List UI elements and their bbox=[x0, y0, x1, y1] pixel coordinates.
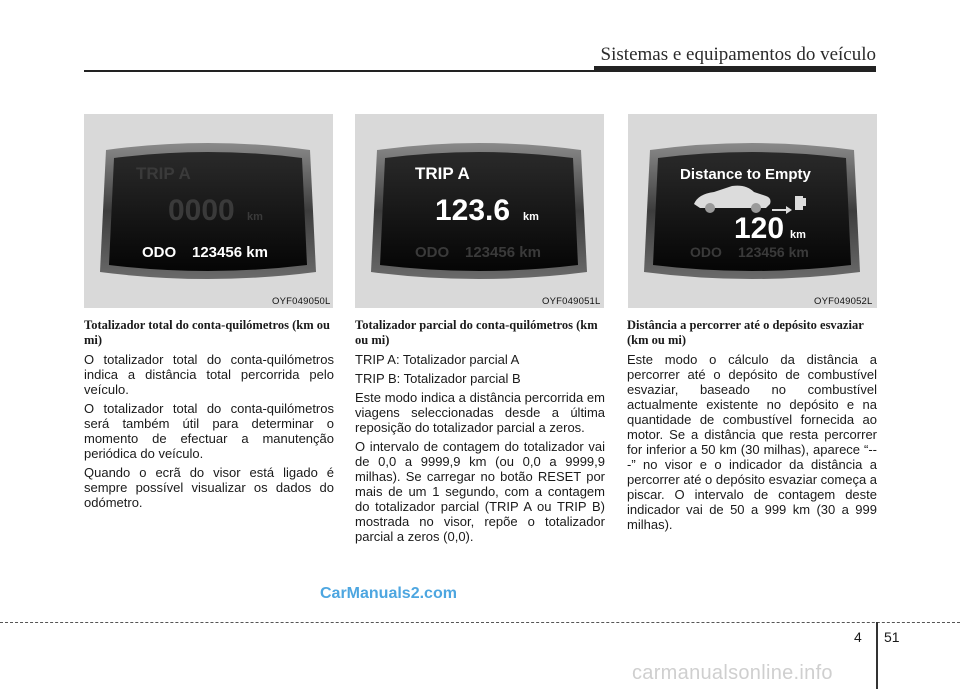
paragraph: O totalizador total do conta-quilómetros será também útil para determinar o momento de efectuar a manutenção periódica do veículo. bbox=[84, 401, 334, 461]
odo-value: 123456 km bbox=[465, 244, 541, 261]
column-odometer bbox=[84, 318, 334, 514]
paragraph: Quando o ecrã do visor está ligado é sempre possível visualizar os dados do odómetro. bbox=[84, 465, 334, 510]
column-trip-meter bbox=[355, 318, 605, 548]
figure-code: OYF049052L bbox=[814, 296, 873, 307]
odo-label: ODO bbox=[142, 244, 177, 261]
odo-value: 123456 km bbox=[738, 244, 809, 260]
odo-value: 123456 km bbox=[192, 244, 268, 261]
paragraph: O totalizador total do conta-quilómetros indica a distância total percorrida pelo veículo. bbox=[84, 352, 334, 397]
chapter-number: 4 bbox=[854, 629, 862, 645]
trip-unit: km bbox=[523, 211, 539, 223]
section-heading: Distância a percorrer até o depósito esvaziar (km ou mi) bbox=[627, 318, 864, 347]
trip-label: TRIP A bbox=[136, 164, 191, 183]
trip-unit: km bbox=[247, 211, 263, 223]
header-rule-accent bbox=[594, 66, 876, 71]
watermark-link[interactable]: CarManuals2.com bbox=[320, 585, 457, 602]
trip-label: TRIP A bbox=[415, 164, 470, 183]
figure-code: OYF049051L bbox=[542, 296, 601, 307]
page-number: 51 bbox=[884, 629, 900, 645]
footer-rule bbox=[0, 622, 960, 623]
dte-title: Distance to Empty bbox=[680, 166, 811, 183]
paragraph: Este modo o cálculo da distância a percorrer até o depósito de combustível esvaziar, baseado no combustível actualmente existente no depósito e na quantidade de combustível fornecida ao motor. Se a distância que resta percorrer for inferior a 50 km (30 milhas), aparece “---” no visor e o indicador da distância a percorrer até o depósito esvaziar começa a piscar. O intervalo de contagem deste indicador vai de 50 a 999 km (30 a 999 milhas). bbox=[627, 352, 878, 532]
figure-odometer bbox=[84, 114, 333, 308]
figure-trip-meter bbox=[355, 114, 604, 308]
page-header-title: Sistemas e equipamentos do veículo bbox=[600, 44, 876, 65]
odo-label: ODO bbox=[690, 244, 722, 260]
column-distance-to-empty bbox=[627, 318, 877, 536]
trip-value: 0000 bbox=[168, 194, 235, 227]
figure-distance-to-empty bbox=[628, 114, 877, 308]
paragraph: TRIP A: Totalizador parcial A bbox=[355, 352, 520, 367]
paragraph: O intervalo de contagem do totalizador vai de 0,0 a 9999,9 km (ou 0,0 a 9999,9 milhas). Se carregar no botão RESET por mais de um 1 segundo, com a contagem do totalizador parcial (TRIP A ou TRIP B) mostrada no visor, repõe o totalizador parcial a zeros (0,0). bbox=[355, 439, 605, 544]
footer-site-link[interactable]: carmanualsonline.info bbox=[632, 662, 833, 684]
dte-value: 120 bbox=[734, 212, 785, 245]
figure-code: OYF049050L bbox=[272, 296, 331, 307]
footer-divider bbox=[876, 622, 878, 689]
dte-unit: km bbox=[790, 229, 806, 241]
section-heading: Totalizador parcial do conta-quilómetros (km ou mi) bbox=[355, 318, 598, 347]
paragraph: Este modo indica a distância percorrida em viagens seleccionadas desde a última reposição do totalizador parcial a zeros. bbox=[355, 390, 605, 435]
trip-value: 123.6 bbox=[435, 194, 511, 227]
paragraph: TRIP B: Totalizador parcial B bbox=[355, 371, 521, 386]
odo-label: ODO bbox=[415, 244, 450, 261]
section-heading: Totalizador total do conta-quilómetros (km ou mi) bbox=[84, 318, 330, 347]
